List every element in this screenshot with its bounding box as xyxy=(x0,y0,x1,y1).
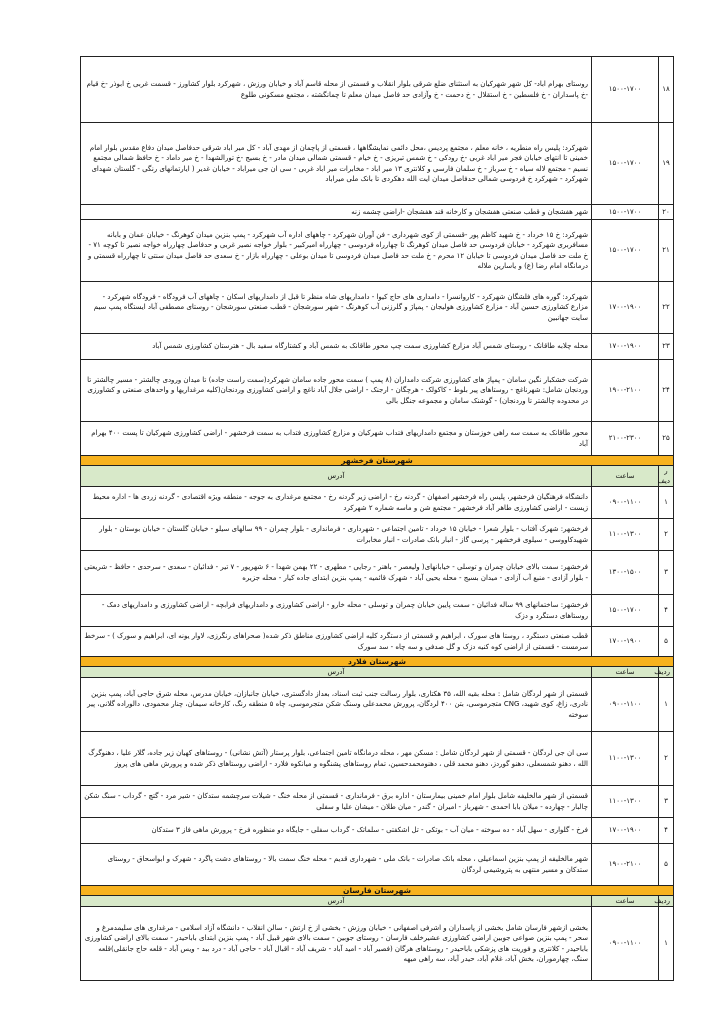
time-slot: ۱۹۰۰-۲۱۰۰ xyxy=(592,360,659,422)
table-row xyxy=(81,205,674,220)
time-slot: ۲۱۰۰-۲۳۰۰ xyxy=(592,422,659,456)
time-slot: ۱۷۰۰-۱۹۰۰ xyxy=(592,334,659,360)
column-header-row-number: ردیف xyxy=(659,896,674,907)
address-cell: شهرکرد: پلیس راه منطریه ، خانه معلم ، مجتمع پردیس ،محل دائمی نمایشگاهها ، قسمتی از پاچمان از مهدی آباد - کل میر اباد شرقی حدفاصل میدان دفاع مقدس بلوار امام خمینی تا انتهای خیابان فجر میر اباد غربی -خ رودکی - خ شمس تبریزی - خ خیام - قسمتی شمالی میدان مادر - خ بسیج -خ تورالشهدا - خ میر داماد - خ حافظ شمالی مجتمع نسیم - مجتمع لاله سیاه - خ سرباز - خ سلمان فارسی و کلانتری ۱۳ میر اباد - مخابرات میر اباد غربی - سی ان جی میراباد - خیابان غدیر ( ایارتمانهای رنگی - گلستان شهدای شهرکرد - شهرکرد خ فردوسی شمالی حدفاصل میدان ایت الله دهکردی تا بانک ملی میراباد xyxy=(81,123,592,205)
row-number: ۱ xyxy=(659,907,674,981)
table-row xyxy=(81,360,674,422)
table-row xyxy=(81,519,674,551)
time-slot: ۱۹۰۰-۲۱۰۰ xyxy=(592,844,659,886)
address-cell: محله چلابه طاقانک - روستای شمس آباد مزارع کشاورزی سمت چپ محور طاقانک به شمس آباد و کشتارگاه سفید بال - هترستان کشاورزی شمس آباد xyxy=(81,334,592,360)
time-slot: ۱۵۰۰-۱۷۰۰ xyxy=(592,220,659,282)
row-number: ۵ xyxy=(659,627,674,657)
address-cell: محور طاقانک به سمت سه راهی خوزستان و مجتمع دامداریهای فتداب شهرکیان و مزارع کشاورزی فتداب به سمت فرخشهر - اراضی کشاورزی شهرکیان تا پست ۴۰۰ بهرام آباد xyxy=(81,422,592,456)
row-number: ۱ xyxy=(659,487,674,519)
address-cell: بخشی ازشهر فارسان شامل بخشی از پاسداران و اشرفی اصفهانی - خیابان ورزش - بخشی از خ ارتش - سالن انقلاب - دانشگاه آزاد اسلامی - مرغداری های سلیمدمرغ و سحر - پمپ بنزین صواعی جوبین اراضی کشاورزی عشیرخلف فارسان - روستای جوبین - سمت بالای شهر قبیل آباد - پمپ بنزین ابتدای باباحیدر - سمت بالای اراضی کشاورزی باباحیدر - کلانتری و فوریت های پزشکی باباحیدر - روستاهای هرگان (فصیر آباد - امید آباد - شریف آباد - اقبال آباد - حاجی آباد - درد ببد - ویس آباد - قلعه حاج جانقلی)قلعه سنگ، چهارموران، بخش آباد، غلام آباد، حیدر آباد، سه راهی میهه xyxy=(81,907,592,981)
column-header-time: ساعت xyxy=(592,667,659,678)
time-slot: ۱۵۰۰-۱۷۰۰ xyxy=(592,123,659,205)
time-slot: ۱۱۰۰-۱۳۰۰ xyxy=(592,786,659,818)
table-header-row xyxy=(81,667,674,678)
column-header-row-number: ردیف xyxy=(659,667,674,678)
row-number: ۲۰ xyxy=(659,205,674,220)
row-number: ۳ xyxy=(659,786,674,818)
city-band-farrokhshahr xyxy=(81,456,674,466)
column-header-address: آدرس xyxy=(81,896,592,907)
city-band-falard xyxy=(81,657,674,667)
row-number: ۴ xyxy=(659,595,674,627)
table-row xyxy=(81,818,674,844)
row-number: ۱۹ xyxy=(659,123,674,205)
table-row xyxy=(81,487,674,519)
address-cell: سی ان جی لردگان - قسمتی از شهر لردگان شامل : مسکن مهر ، محله درمانگاه تامین اجتماعی، بلوار پرستار (آتش نشانی) - روستاهای کهیان زیر جاده، گلار علیا ، دهنوگرگ الله ، دهنو شمسعلی، دهنو گوردز، دهنو محمد قلی ، دهنومحمدحسین، تمام روستاهای پشنگوه و میانکوه فلارد - اراضی روستاهای ذکر شده و پرورش ماهی های پروز xyxy=(81,732,592,786)
address-cell: دانشگاه فرهنگیان فرخشهر، پلیس راه فرخشهر اصفهان - گردنه رخ - اراضی زیر گردنه رخ - مجتمع مرغداری به جوجه - منطقه ویژه اقتصادی - گردنه زردی ها - اداره محیط زیست - اراضی کشاورزی طاهر آباد فرخشهر - مجتمع شن و ماسه شماره ۲ شهرکرد xyxy=(81,487,592,519)
city-title: شهرستان فرخشهر xyxy=(81,456,674,466)
time-slot: ۱۳۰۰-۱۵۰۰ xyxy=(592,551,659,595)
time-slot: ۱۷۰۰-۱۹۰۰ xyxy=(592,818,659,844)
table-row xyxy=(81,627,674,657)
table-row xyxy=(81,220,674,282)
row-number: ۲۲ xyxy=(659,282,674,334)
address-cell: فرخشهر: سمت بالای خیابان چمران و توسلی - خیابانهای( ولیعصر - باهنر - رجایی - مطهری - ۲۲ بهمن شهدا - ۶ شهریور - ۷ تیر - فدائیان - سعدی - سرحدی - حافظ - شریعتی - بلوار آزادی - منبع آب آزادی - میدان بسیج - محله یحیی آباد - شهرک قائمیه - پمپ بنزین ابتدای جاده کیار - محله جزیره xyxy=(81,551,592,595)
row-number: ۳ xyxy=(659,551,674,595)
table-row xyxy=(81,678,674,732)
table-header-row xyxy=(81,466,674,487)
table-row xyxy=(81,551,674,595)
row-number: ۲ xyxy=(659,732,674,786)
row-number: ۲۱ xyxy=(659,220,674,282)
city-title: شهرستان فلارد xyxy=(81,657,674,667)
time-slot: ۱۵۰۰-۱۷۰۰ xyxy=(592,57,659,123)
time-slot: ۱۱۰۰-۱۳۰۰ xyxy=(592,732,659,786)
table-row xyxy=(81,732,674,786)
address-cell: قسمتی از شهر لردگان شامل : محله بقیه الله، ۳۵ هکتاری، بلوار رسالت جنب ثبت اسناد، بعداز دادگستری، خیابان جانبازان، خیابان مدرس، محله شرق حاجی آباد، پمپ بنزین نادری، زاغ، کوی شهید، CNG متجرموسی، بتن ۴۰۰ لردگان، پرورش محمدعلی وسنگ شکن متجرموسی، چاه ۵ منطقه رنگ، کارخانه سیمان، چنار محمودی، دالوراده گلانی، پیر سوخته xyxy=(81,678,592,732)
address-cell: شرکت خشکبار نگین سامان - پمپاژ های کشاورزی شرکت دامداران (۸ پمپ ) سمت محور جاده سامان شهرکرد(سمت راست جاده) تا میدان ورودی چالشتر - مسیر چالشتر تا وردنجان شامل: شهرناغچ - روستاهای پیر بلوط - کاکولک - هرچگان - ارجنک - اراضی جلال آباد ناغچ و اراضی کشاورزی وردنجان(کلیه مرغداریها و واحدهای صنعتی و کشاورزی در محدوده چالشتر تا وردنجان) - گوشنک سامان و مجموعه جنگل بالی xyxy=(81,360,592,422)
address-cell: شهر مالخلیفه از پمپ بنزین اسماعیلی ، محله بانک صادرات - بانک ملی - شهرداری قدیم - محله خنگ سمت بالا - روستاهای دشت پاگرد - شهرک و ابواسحاق - روستای ستدکان و مسیر منتهی به پتروشیمی لردگان xyxy=(81,844,592,886)
row-number: ۲ xyxy=(659,519,674,551)
column-header-row-number: ر دیف xyxy=(659,466,674,487)
table-row xyxy=(81,422,674,456)
column-header-time: ساعت xyxy=(592,896,659,907)
city-band-farsan xyxy=(81,886,674,896)
table-row xyxy=(81,282,674,334)
address-cell: فرخ - گلواری - سهل آباد - ده سوخته - میان آب - بوتکی - تل اشکفتی - سلماتک - گرداب سفلی - جایگاه دو منظوره فرخ - پرورش ماهی فاز ۳ ستدکان xyxy=(81,818,592,844)
column-header-address: آدرس xyxy=(81,466,592,487)
address-cell: شهر هفشجان و قطب صنعتی هفشجان و کارخانه قند هفشجان -اراضی چشمه زنه xyxy=(81,205,592,220)
table-row xyxy=(81,844,674,886)
city-title: شهرستان فارسان xyxy=(81,886,674,896)
table-row xyxy=(81,595,674,627)
time-slot: ۰۹۰۰-۱۱۰۰ xyxy=(592,678,659,732)
row-number: ۲۵ xyxy=(659,422,674,456)
row-number: ۱ xyxy=(659,678,674,732)
table-row xyxy=(81,786,674,818)
row-number: ۲۴ xyxy=(659,360,674,422)
table-row xyxy=(81,123,674,205)
address-cell: روستای بهرام اباد- کل شهر شهرکیان به استثنای ضلع شرقی بلوار انقلاب و قسمتی از محله قاسم آباد و خیابان ورزش ، شهرکرد بلوار کشاورز - قسمت غربی خ ابوذر -خ قیام -خ پاسداران - خ فلسطین - خ استقلال - خ دحمت - خ وآزادی حد فاصل میدان معلم تا چمانگشته ، مجتمع مسکونی طلوع xyxy=(81,57,592,123)
address-cell: قطب صنعتی دستگرد ، روستا های سورک ، ابراهیم و قسمتی از دستگرد کلیه اراضی کشاورزی مناطق ذکر شده( صحراهای رنگرزی، لاوار یونه ای، ابراهیم و سورک ) - سرخط سرمست - قسمتی از اراضی کوه کنیه دزک و گل صدفی و سه چاه - سد سورک xyxy=(81,627,592,657)
time-slot: ۱۵۰۰-۱۷۰۰ xyxy=(592,205,659,220)
time-slot: ۱۵۰۰-۱۷۰۰ xyxy=(592,595,659,627)
row-number: ۲۳ xyxy=(659,334,674,360)
address-cell: فرخشهر: شهرک آفتاب - بلوار شعرا - خیابان ۱۵ خرداد - تامین اجتماعی - شهرداری - فرمانداری - بلوار چمران - ۹۹ سالهای سیلو - خیابان گلستان - خیابان بوستان - بلوار شهیدکاووسی - سیلوی فرخشهر - پرسی گاز - انبار بانک صادرات - انبار مخابرات xyxy=(81,519,592,551)
row-number: ۵ xyxy=(659,844,674,886)
time-slot: ۱۷۰۰-۱۹۰۰ xyxy=(592,282,659,334)
table-header-row xyxy=(81,896,674,907)
time-slot: ۱۱۰۰-۱۳۰۰ xyxy=(592,519,659,551)
table-row xyxy=(81,907,674,981)
address-cell: شهرکرد: خ ۱۵ خرداد - خ شهید کاظم پور -قسمتی از کوی شهرداری - فن آوران شهرکرد - چاههای اداره آب شهرکرد - پمپ بنزین میدان کوهرنگ - خیابان عمان و بابانه مسافربری شهرکرد - خیابان فردوسی حد فاصل میدان کوهرنگ تا چهارراه فردوسی - چهارراه امیرکبیر - بلوار خواجه نصیر غربی و حدفاصل چهارراه خواجه نصیر تا کوچه ۷۱ - خ ملت حد فاصل میدان فردوسی تا خیابان ۱۲ محرم - خ ملت حد فاصل میدان فردوسی تا میدان بوعلی - چهارراه بازار - خ سعدی حد فاصل میدان سنتی تا چهارراه قسمتی و درمانگاه امام رضا (ع) و یاسارین ملاله xyxy=(81,220,592,282)
time-slot: ۰۹۰۰-۱۱۰۰ xyxy=(592,487,659,519)
shahrekord-schedule-table xyxy=(80,56,674,981)
row-number: ۱۸ xyxy=(659,57,674,123)
address-cell: شهرکرد: گوره های فلشگان شهرکرد - کاروانسرا - دامداری های حاج کیوا - دامداریهای شاه منظر تا قبل از دامداریهای اسکان - چاههای آب فرودگاه - فرودگاه شهرکرد - مزارع کشاورزی حسین آباد - مزارع کشاورزی هولیجان - پمپاژ و گلرزنی آب کوهرنگ - شهر سورشجان - قطب صنعتی سورشجان - روستای مصطفی آباد ایستگاه پمپ سیم سایت جهانبین xyxy=(81,282,592,334)
time-slot: ۰۹۰۰-۱۱۰۰ xyxy=(592,907,659,981)
column-header-address: آدرس xyxy=(81,667,592,678)
column-header-time: ساعت xyxy=(592,466,659,487)
time-slot: ۱۷۰۰-۱۹۰۰ xyxy=(592,627,659,657)
table-row xyxy=(81,57,674,123)
row-number: ۴ xyxy=(659,818,674,844)
address-cell: فرخشهر: ساختمانهای ۹۹ ساله فدائیان - سمت پایین خیابان چمران و توسلی - محله خارو - اراضی کشاورزی و دامداریهای فرابچه - اراضی کشاورزی و دامداریهای دمک - روستاهای دستگرد و دزک xyxy=(81,595,592,627)
table-row xyxy=(81,334,674,360)
address-cell: قسمتی از شهر مالخلیفه شامل بلوار امام خمینی بیمارستان - اداره برق - فرمانداری - قسمتی از محله خنگ - شیلات سرچشمه ستدکان - شیر مرد - گتچ - گرداب - سنگ شکن چالبار - چهارده - میلان بابا احمدی - شهرباز - امیران - گندر - میان طلان - میشان علیا و سفلی xyxy=(81,786,592,818)
outage-schedule-sheet xyxy=(80,56,674,981)
